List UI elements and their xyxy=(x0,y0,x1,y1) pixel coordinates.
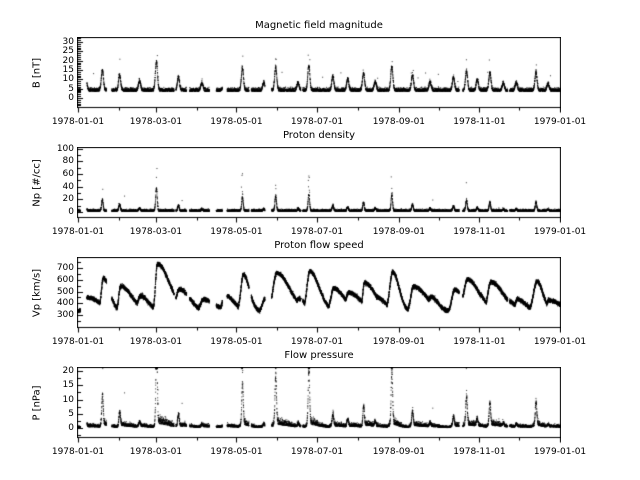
scatter-plot-canvas xyxy=(77,37,561,117)
y-axis-label: Np [#/cc] xyxy=(31,159,43,207)
y-tick-label: 20 xyxy=(62,194,74,205)
x-tick-label: 1978-05-01 xyxy=(210,447,263,457)
x-tick-label: 1979-01-01 xyxy=(533,117,587,127)
panel-magnetic-field-magnitude xyxy=(0,16,640,131)
y-tick-label: 500 xyxy=(56,286,74,297)
y-tick-label: 0 xyxy=(68,423,74,434)
y-tick-label: 10 xyxy=(62,394,74,405)
y-axis-label: Vp [km/s] xyxy=(31,268,43,318)
x-tick-label: 1978-09-01 xyxy=(372,337,426,347)
y-tick-label: 0 xyxy=(68,92,74,103)
x-tick-label: 1978-07-01 xyxy=(290,227,344,237)
x-tick-label: 1978-07-01 xyxy=(290,337,344,347)
scatter-plot-canvas xyxy=(77,257,561,337)
x-tick-label: 1978-05-01 xyxy=(210,117,263,127)
y-tick-label: 700 xyxy=(56,263,74,274)
y-tick-label: 600 xyxy=(56,274,74,285)
y-tick-label: 300 xyxy=(56,309,74,320)
y-tick-label: 5 xyxy=(68,408,74,419)
x-tick-label: 1978-01-01 xyxy=(51,117,105,127)
x-tick-label: 1978-07-01 xyxy=(290,117,344,127)
y-tick-label: 10 xyxy=(62,74,74,85)
x-tick-label: 1978-11-01 xyxy=(453,227,506,237)
y-tick-label: 60 xyxy=(62,168,74,179)
x-tick-label: 1978-09-01 xyxy=(372,227,426,237)
x-tick-label: 1978-01-01 xyxy=(51,447,105,457)
x-tick-label: 1978-03-01 xyxy=(129,337,183,347)
y-tick-label: 5 xyxy=(68,83,74,94)
panel-title: Proton density xyxy=(282,130,356,141)
scatter-plot-canvas xyxy=(77,367,561,447)
y-tick-label: 400 xyxy=(56,298,74,309)
panel-proton-flow-speed xyxy=(0,236,640,351)
scatter-plot-canvas xyxy=(77,147,561,227)
x-tick-label: 1978-01-01 xyxy=(51,227,105,237)
y-tick-label: 100 xyxy=(56,143,74,154)
y-tick-label: 20 xyxy=(62,365,74,376)
x-tick-label: 1979-01-01 xyxy=(533,227,587,237)
x-tick-label: 1978-03-01 xyxy=(129,117,183,127)
y-tick-label: 0 xyxy=(68,207,74,218)
x-tick-label: 1978-09-01 xyxy=(372,117,426,127)
panel-title: Magnetic field magnitude xyxy=(255,20,383,31)
y-tick-label: 40 xyxy=(62,181,74,192)
x-tick-label: 1978-03-01 xyxy=(129,227,183,237)
y-tick-label: 25 xyxy=(62,46,74,57)
x-tick-label: 1978-05-01 xyxy=(210,337,263,347)
panel-flow-pressure xyxy=(0,346,640,461)
x-tick-label: 1978-01-01 xyxy=(51,337,105,347)
y-axis-label: B [nT] xyxy=(31,57,43,89)
x-tick-label: 1978-03-01 xyxy=(129,447,183,457)
x-tick-label: 1978-05-01 xyxy=(210,227,263,237)
y-tick-label: 15 xyxy=(62,380,74,391)
panel-title: Flow pressure xyxy=(284,350,354,361)
x-tick-label: 1978-11-01 xyxy=(453,447,506,457)
x-tick-label: 1978-07-01 xyxy=(290,447,344,457)
y-tick-label: 15 xyxy=(62,64,74,75)
x-tick-label: 1978-11-01 xyxy=(453,337,506,347)
x-tick-label: 1979-01-01 xyxy=(533,337,587,347)
x-tick-label: 1978-09-01 xyxy=(372,447,426,457)
y-tick-label: 20 xyxy=(62,55,74,66)
y-axis-label: P [nPa] xyxy=(31,385,43,421)
x-tick-label: 1978-11-01 xyxy=(453,117,506,127)
x-tick-label: 1979-01-01 xyxy=(533,447,587,457)
panel-proton-density xyxy=(0,126,640,241)
y-tick-label: 30 xyxy=(62,36,74,47)
y-tick-label: 80 xyxy=(62,156,74,167)
panel-title: Proton flow speed xyxy=(274,240,364,251)
